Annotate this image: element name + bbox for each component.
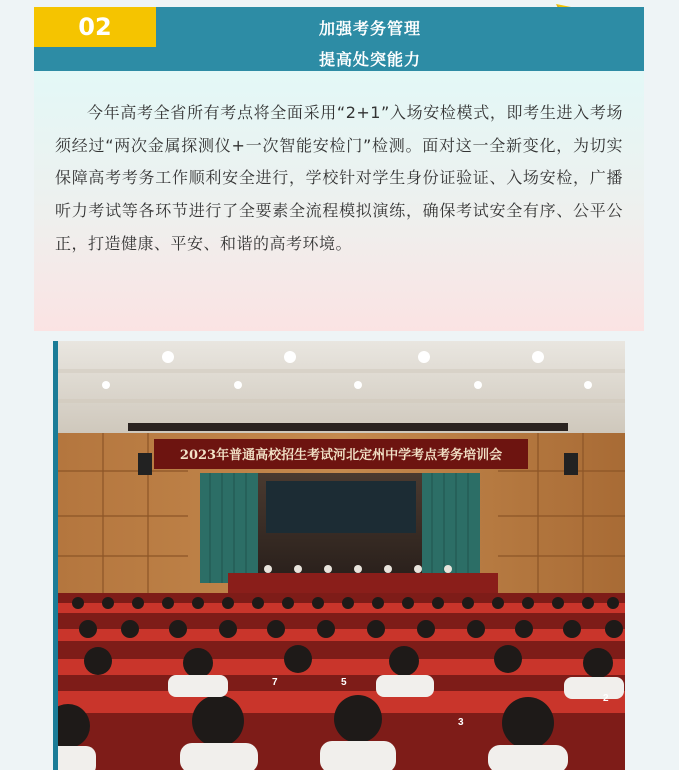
seat-number: 3 bbox=[458, 717, 464, 728]
body-paragraph: 今年高考全省所有考点将全面采用“2+1”入场安检模式，即考生进入考场须经过“两次金属探测仪+一次智能安检门”检测。面对这一全新变化，为切实保障高考考务工作顺利安全进行，学校针对学生身份证验证、入场安检，广播听力考试等各环节进行了全要素全流程模拟演练，确保考试安全有序、公平公正，打造健康、平安、和谐的高考环境。 bbox=[55, 103, 623, 253]
meeting-photo bbox=[58, 341, 625, 770]
banner-text: 2023年普通高校招生考试河北定州中学考点考务培训会 bbox=[179, 448, 503, 463]
section-number-badge: 02 bbox=[34, 7, 156, 47]
section-title-line2: 提高处突能力 bbox=[318, 50, 421, 69]
seat-number: 7 bbox=[272, 677, 278, 688]
auditorium-illustration bbox=[58, 341, 625, 770]
seat-number: 5 bbox=[341, 677, 347, 688]
section-title-line1: 加强考务管理 bbox=[318, 19, 421, 38]
seat-number: 2 bbox=[603, 693, 609, 704]
